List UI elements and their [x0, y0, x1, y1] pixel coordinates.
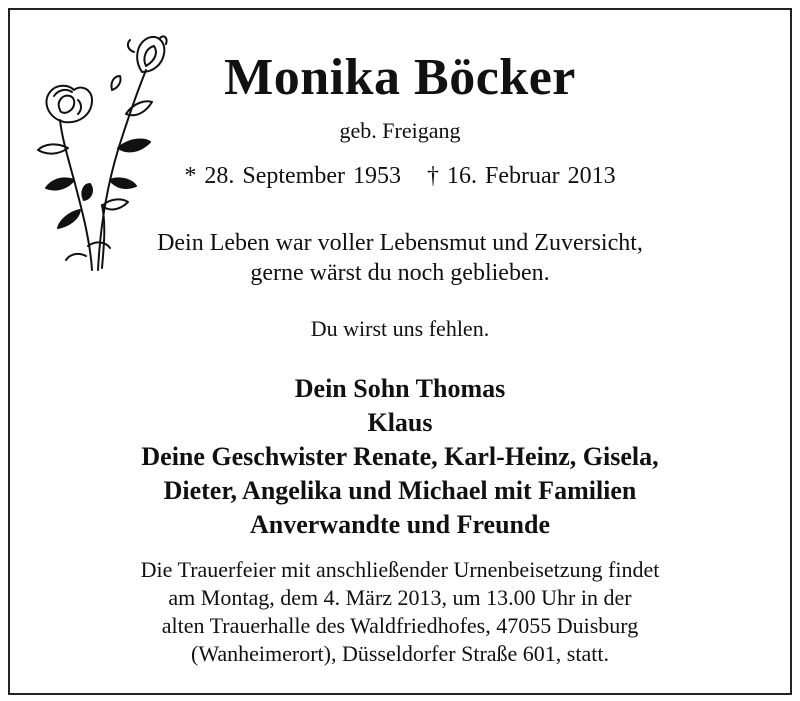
birth-date: * 28. September 1953	[184, 163, 401, 189]
life-dates	[0, 163, 800, 190]
death-date: † 16. Februar 2013	[427, 163, 616, 189]
funeral-line: am Montag, dem 4. März 2013, um 13.00 Uhr in der	[168, 585, 632, 610]
memorial-verse	[0, 228, 800, 288]
deceased-name: Monika Böcker	[224, 49, 576, 106]
funeral-line: (Wanheimerort), Düsseldorfer Straße 601, statt.	[191, 641, 609, 666]
farewell-line: Du wirst uns fehlen.	[310, 316, 490, 341]
mourners-list	[0, 372, 800, 542]
funeral-notice	[0, 556, 800, 668]
mourner-line: Dieter, Angelika und Michael mit Familien	[163, 476, 637, 505]
maiden-name: geb. Freigang	[339, 118, 461, 143]
mourner-line: Deine Geschwister Renate, Karl-Heinz, Gisela,	[141, 442, 659, 471]
mourner-line: Klaus	[367, 408, 433, 437]
mourner-line: Dein Sohn Thomas	[294, 374, 506, 403]
verse-line: gerne wärst du noch geblieben.	[250, 260, 550, 286]
funeral-line: alten Trauerhalle des Waldfriedhofes, 47055 Duisburg	[161, 613, 639, 638]
mourner-line: Anverwandte und Freunde	[249, 510, 550, 539]
funeral-line: Die Trauerfeier mit anschließender Urnenbeisetzung findet	[140, 557, 660, 582]
verse-line: Dein Leben war voller Lebensmut und Zuversicht,	[157, 230, 643, 256]
